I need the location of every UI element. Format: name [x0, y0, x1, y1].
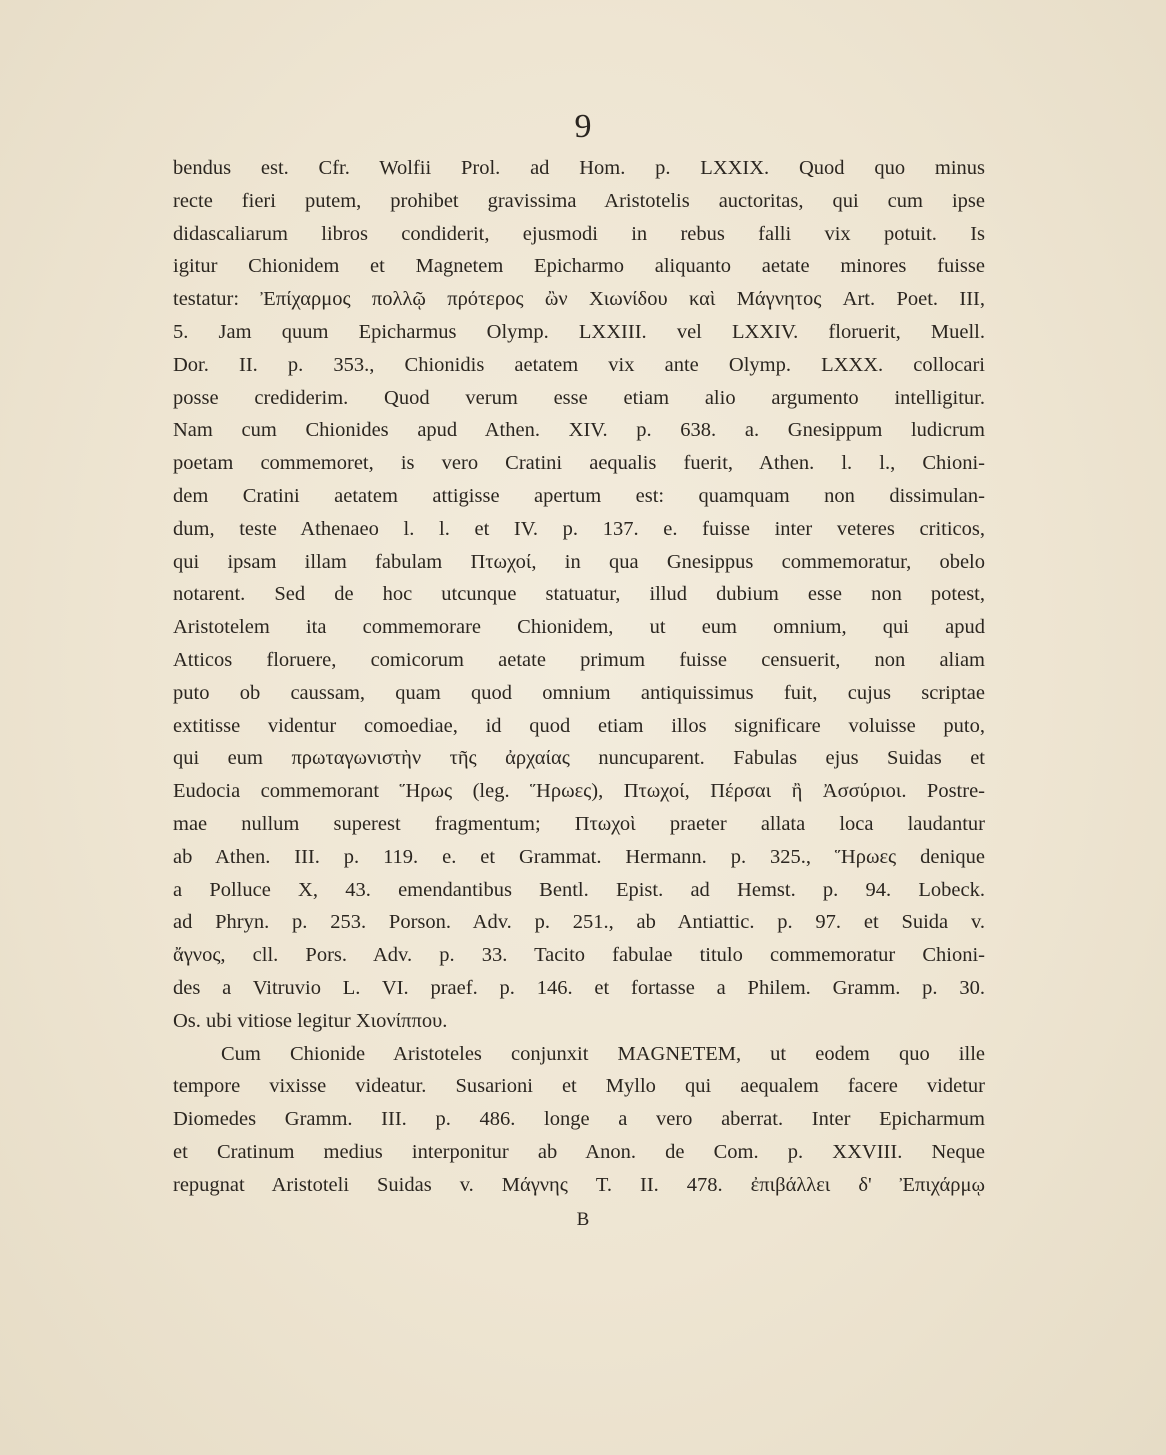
- text-line: ab Athen. III. p. 119. e. et Grammat. Hermann. p. 325., Ἥρωες denique: [173, 845, 985, 868]
- text-line: et Cratinum medius interponitur ab Anon. de Com. p. XXVIII. Neque: [173, 1140, 985, 1163]
- text-line: Nam cum Chionides apud Athen. XIV. p. 638. a. Gnesippum ludicrum: [173, 419, 985, 442]
- text-line: didascaliarum libros condiderit, ejusmodi in rebus falli vix potuit. Is: [173, 222, 985, 245]
- text-line: puto ob caussam, quam quod omnium antiquissimus fuit, cujus scriptae: [173, 681, 985, 704]
- text-line: 5. Jam quum Epicharmus Olymp. LXXIII. vel LXXIV. floruerit, Muell.: [173, 320, 985, 343]
- text-line: qui ipsam illam fabulam Πτωχοί, in qua Gnesippus commemoratur, obelo: [173, 550, 985, 573]
- text-line: igitur Chionidem et Magnetem Epicharmo aliquanto aetate minores fuisse: [173, 255, 985, 278]
- signature-mark: B: [576, 1209, 590, 1230]
- text-line: testatur: Ἐπίχαρμος πολλῷ πρότερος ὢν Χιωνίδου καὶ Μάγνητος Art. Poet. III,: [173, 288, 985, 311]
- text-line: des a Vitruvio L. VI. praef. p. 146. et fortasse a Philem. Gramm. p. 30.: [173, 976, 985, 999]
- text-line: tempore vixisse videatur. Susarioni et Myllo qui aequalem facere videtur: [173, 1075, 985, 1098]
- text-line: Eudocia commemorant Ἥρως (leg. Ἥρωες), Πτωχοί, Πέρσαι ἢ Ἀσσύριοι. Postre-: [173, 780, 985, 803]
- text-line: qui eum πρωταγωνιστὴν τῆς ἀρχαίας nuncuparent. Fabulas ejus Suidas et: [173, 747, 985, 770]
- text-line: posse crediderim. Quod verum esse etiam alio argumento intelligitur.: [173, 386, 985, 409]
- page-number: 9: [574, 108, 592, 145]
- text-line: ad Phryn. p. 253. Porson. Adv. p. 251., ab Antiattic. p. 97. et Suida v.: [173, 911, 985, 934]
- text-line: recte fieri putem, prohibet gravissima Aristotelis auctoritas, qui cum ipse: [173, 189, 985, 212]
- text-line: dum, teste Athenaeo l. l. et IV. p. 137. e. fuisse inter veteres criticos,: [173, 517, 985, 540]
- text-line: Diomedes Gramm. III. p. 486. longe a vero aberrat. Inter Epicharmum: [173, 1108, 985, 1131]
- text-line: dem Cratini aetatem attigisse apertum est: quamquam non dissimulan-: [173, 484, 985, 507]
- text-line: repugnat Aristoteli Suidas v. Μάγνης T. II. 478. ἐπιβάλλει δ' Ἐπιχάρμῳ: [173, 1173, 985, 1196]
- text-line: mae nullum superest fragmentum; Πτωχοὶ praeter allata loca laudantur: [173, 812, 985, 835]
- text-line: ἄγνος, cll. Pors. Adv. p. 33. Tacito fabulae titulo commemoratur Chioni-: [173, 944, 985, 967]
- paragraph: [173, 152, 985, 1038]
- text-line: Aristotelem ita commemorare Chionidem, ut eum omnium, qui apud: [173, 616, 985, 639]
- text-line: extitisse videntur comoediae, id quod etiam illos significare voluisse puto,: [173, 714, 985, 737]
- text-line: Cum Chionide Aristoteles conjunxit MAGNETEM, ut eodem quo ille: [221, 1042, 985, 1065]
- text-line: Os. ubi vitiose legitur Χιονίππου.: [173, 1009, 448, 1032]
- text-line: poetam commemoret, is vero Cratini aequalis fuerit, Athen. l. l., Chioni-: [173, 452, 985, 475]
- paragraph: [173, 1038, 985, 1202]
- body-text: [173, 152, 985, 1202]
- text-line: notarent. Sed de hoc utcunque statuatur, illud dubium esse non potest,: [173, 583, 985, 606]
- text-line: bendus est. Cfr. Wolfii Prol. ad Hom. p. LXXIX. Quod quo minus: [173, 157, 985, 179]
- text-line: Dor. II. p. 353., Chionidis aetatem vix ante Olymp. LXXX. collocari: [173, 353, 985, 376]
- text-line: a Polluce X, 43. emendantibus Bentl. Epist. ad Hemst. p. 94. Lobeck.: [173, 878, 985, 901]
- text-line: Atticos floruere, comicorum aetate primum fuisse censuerit, non aliam: [173, 648, 985, 671]
